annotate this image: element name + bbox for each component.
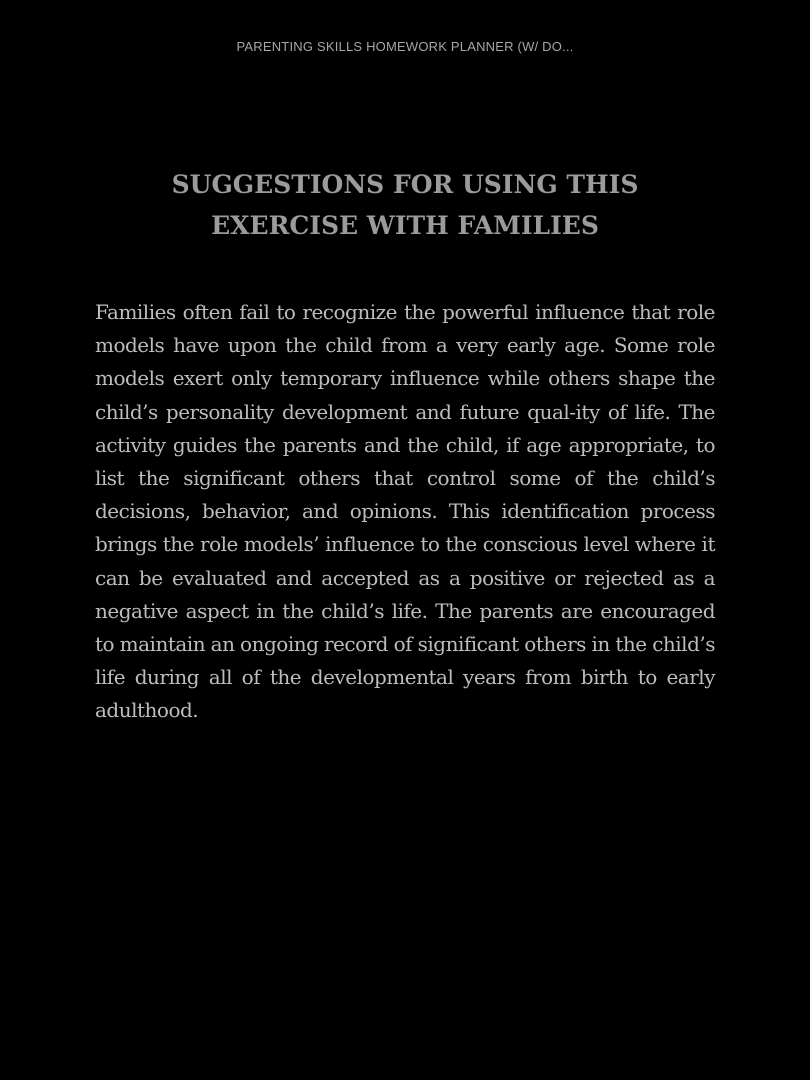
section-heading [95,164,715,246]
book-title-header: PARENTING SKILLS HOMEWORK PLANNER (W/ DO... [236,39,574,54]
section-heading-line-1: SUGGESTIONS FOR USING THIS [171,170,639,199]
body-paragraph: Families often fail to recognize the powerful influence that role models have upon the child from a very early age. Some role models exert only temporary influence while others shape the child’s personality development and future qual-ity of life. The activity guides the parents and the child, if age appropriate, to list the significant others that control some of the child’s decisions, behavior, and opinions. This identification process brings the role models’ influence to the conscious level where it can be evaluated and accepted as a positive or rejected as a negative aspect in the child’s life. The parents are encouraged to maintain an ongoing record of significant others in the child’s life during all of the developmental years from birth to early adulthood. [95,300,715,723]
section-heading-line-2: EXERCISE WITH FAMILIES [211,211,599,240]
